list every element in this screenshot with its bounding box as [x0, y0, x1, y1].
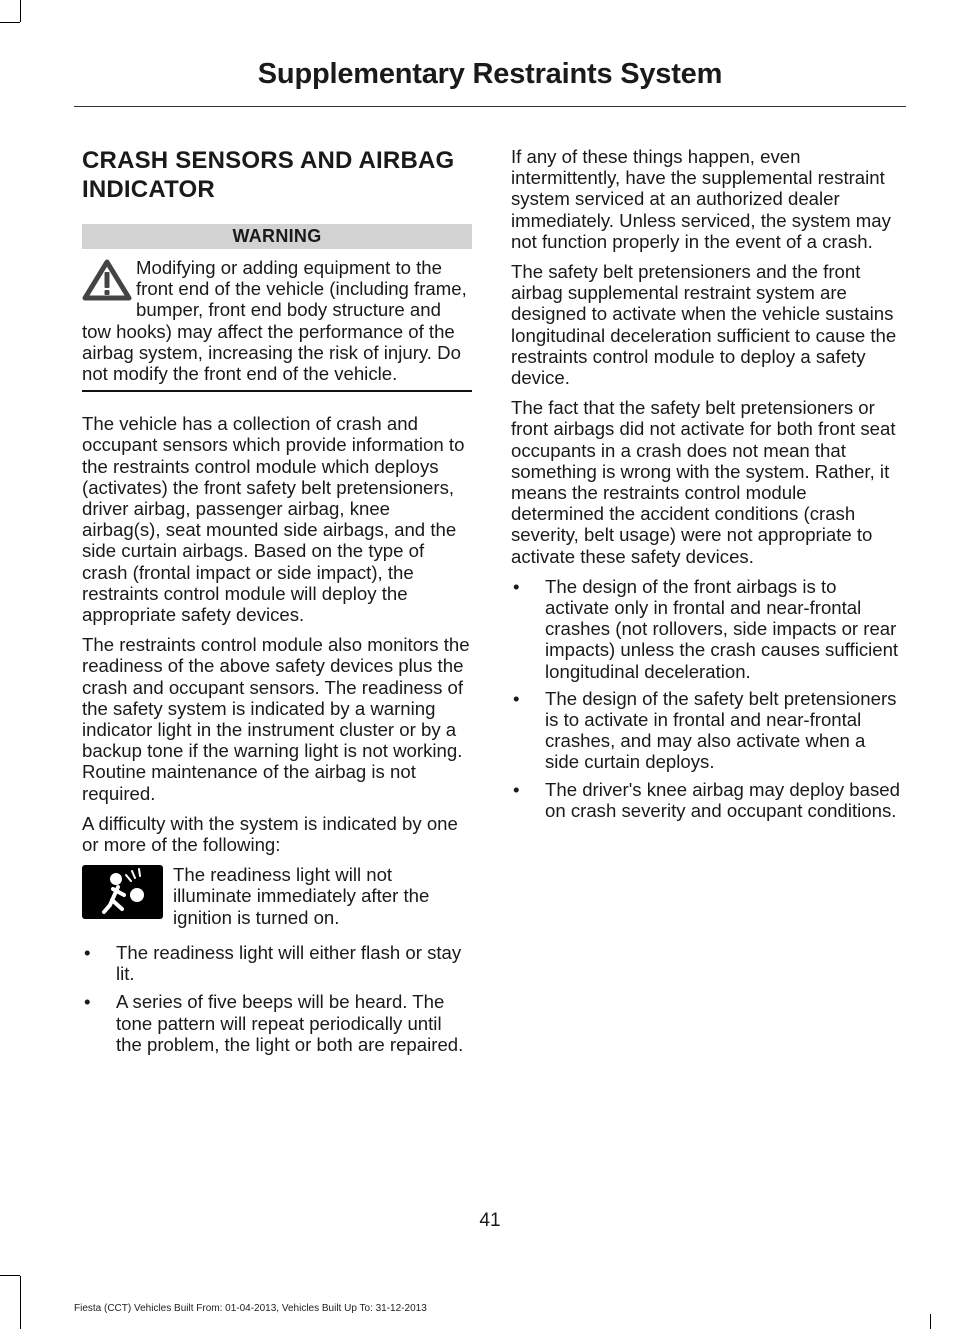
list-item-text: The design of the safety belt pretensioners is to activate in frontal and near-frontal crashes, and may also activate when a side curtain deploys.: [545, 687, 897, 773]
body-paragraph: The fact that the safety belt pretensioners or front airbags did not activate for both front seat occupants in a crash does not mean that something is wrong with the system. Rather, it means the restraints control module determined the accident conditions (crash severity, belt usage) were not appropriate to activate these safety devices.: [511, 397, 896, 567]
title-divider: [74, 106, 906, 107]
section-heading: CRASH SENSORS AND AIRBAG INDICATOR: [82, 147, 455, 203]
bullet-list: [82, 942, 472, 1055]
list-item: [511, 779, 903, 821]
left-column: [82, 146, 472, 1062]
page-title: Supplementary Restraints System: [257, 58, 723, 90]
bullet-list: [511, 576, 903, 821]
bullet-symbol: •: [513, 778, 520, 800]
airbag-indicator-icon: [82, 865, 163, 919]
indicator-row: [82, 864, 472, 928]
right-column: [511, 146, 903, 827]
crop-mark: [20, 1276, 21, 1329]
bullet-symbol: •: [513, 575, 520, 597]
body-paragraph: If any of these things happen, even intermittently, have the supplemental restraint system serviced at an authorized dealer immediately. Unless serviced, the system may not function properly in the event of a crash.: [511, 146, 891, 252]
list-item: [511, 576, 903, 682]
list-item-text: The design of the front airbags is to activate only in frontal and near-frontal crashes (not rollovers, side impacts or rear impacts) unless the crash causes sufficient longitudinal deceleration.: [545, 575, 899, 682]
list-item: [82, 991, 472, 1055]
warning-text: Modifying or adding equipment to the front end of the vehicle (including frame, bumper, front end body structure and tow hooks) may affect the performance of the airbag system, increasing the risk of injury. Do not modify the front end of the vehicle.: [82, 257, 467, 385]
warning-triangle-icon: [82, 259, 132, 301]
bullet-symbol: •: [84, 941, 91, 963]
body-paragraph: A difficulty with the system is indicated by one or more of the following:: [82, 812, 458, 856]
warning-box: [82, 257, 472, 384]
footer-text: Fiesta (CCT) Vehicles Built From: 01-04-2013, Vehicles Built Up To: 31-12-2013: [74, 1303, 427, 1314]
crop-mark: [0, 22, 20, 23]
body-paragraph: The safety belt pretensioners and the front airbag supplemental restraint system are designed to activate when the vehicle sustains longitudinal deceleration sufficient to cause the restraints control module to deploy a safety device.: [511, 261, 897, 389]
page-number: 41: [479, 1210, 501, 1231]
warning-label: WARNING: [82, 224, 472, 249]
list-item-text: The driver's knee airbag may deploy based on crash severity and occupant conditions.: [545, 778, 900, 821]
bullet-symbol: •: [84, 991, 91, 1013]
list-item-text: A series of five beeps will be heard. The tone pattern will repeat periodically until the problem, the light or both are repaired.: [116, 991, 464, 1055]
list-item: [82, 942, 472, 984]
body-paragraph: The restraints control module also monitors the readiness of the above safety devices plus the crash and occupant sensors. The readiness of the safety system is indicated by a warning indicator light in the instrument cluster or by a backup tone if the warning light is not working. Routine maintenance of the airbag is not required.: [82, 634, 470, 804]
crop-mark: [0, 1275, 20, 1276]
indicator-text: The readiness light will not illuminate immediately after the ignition is turned on.: [173, 864, 430, 928]
crop-mark: [930, 1314, 931, 1329]
list-item-text: The readiness light will either flash or stay lit.: [116, 941, 462, 985]
warning-divider: [82, 390, 472, 392]
crop-mark: [20, 0, 21, 22]
body-paragraph: The vehicle has a collection of crash and occupant sensors which provide information to the restraints control module which deploys (activates) the front safety belt pretensioners, driver airbag, passenger airbag, knee airbag(s), seat mounted side airbags, and the side curtain airbags. Based on the type of crash (frontal impact or side impact), the restraints control module will deploy the appropriate safety devices.: [82, 413, 465, 626]
bullet-symbol: •: [513, 687, 520, 709]
list-item: [511, 688, 903, 773]
